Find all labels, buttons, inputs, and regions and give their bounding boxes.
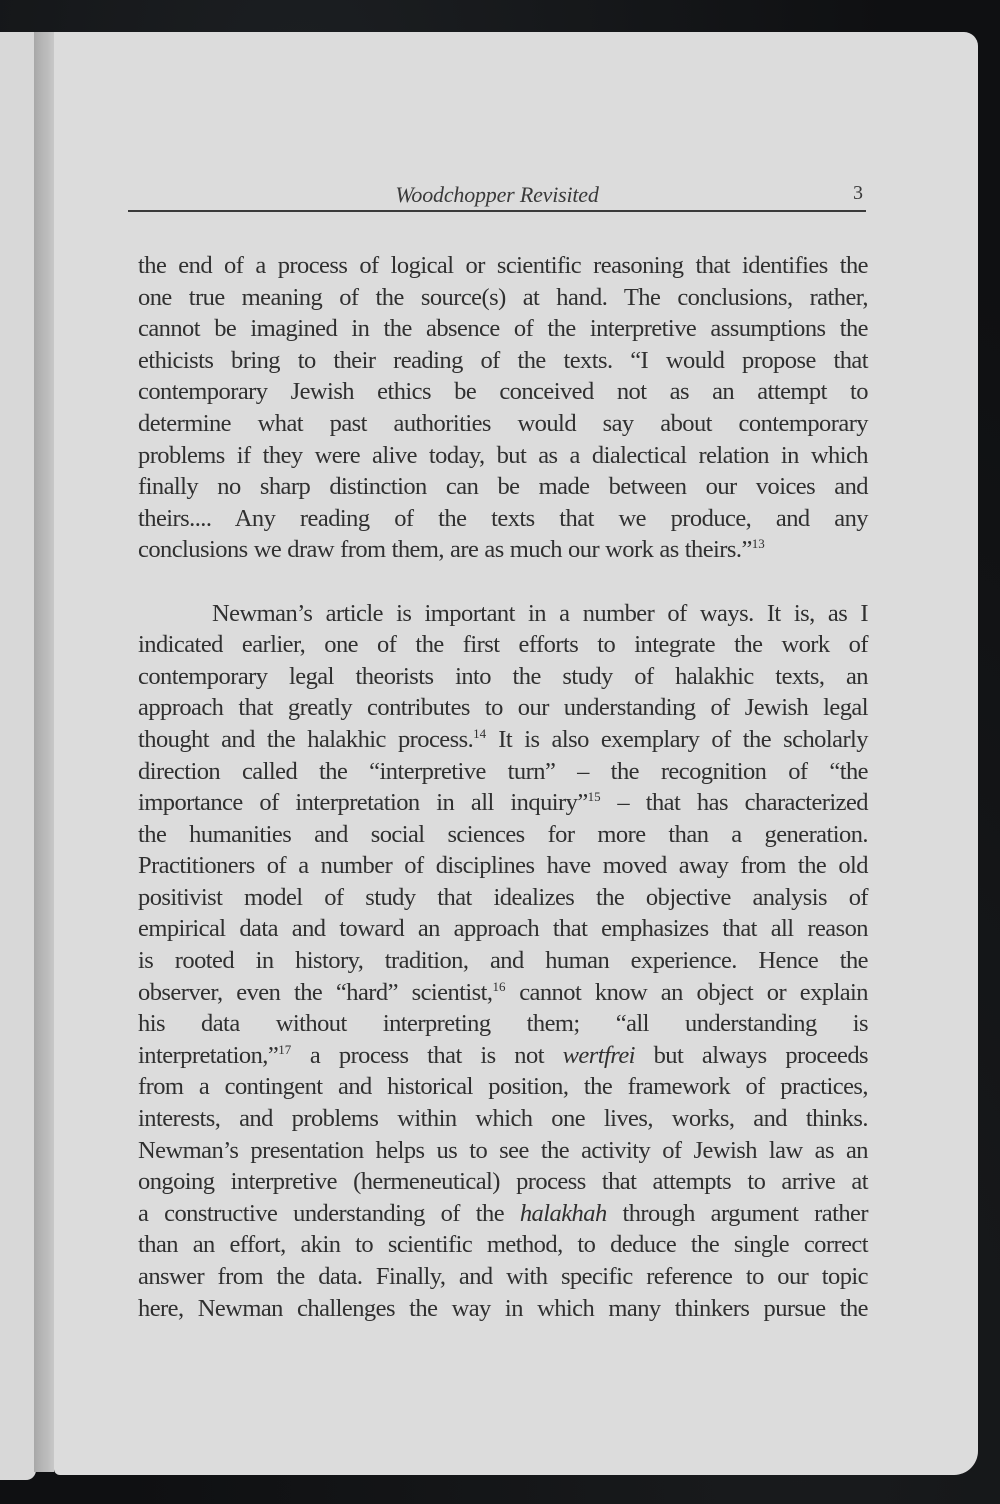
line-text: conclusions we draw from them, are as much our work as theirs.”: [138, 536, 752, 564]
text-line: finally no sharp distinction can be made between our voices and: [138, 473, 868, 501]
line-text: but always proceeds: [634, 1041, 869, 1069]
text-line: approach that greatly contributes to our understanding of Jewish legal: [138, 694, 868, 722]
text-line: here, Newman challenges the way in which many thinkers pursue the: [138, 1294, 868, 1322]
line-text: – that has characterized: [600, 789, 868, 817]
previous-page-edge: [0, 32, 36, 1480]
line-text: a process that is not: [291, 1041, 563, 1069]
line-text: cannot know an object or explain: [505, 978, 869, 1006]
text-line: the humanities and social sciences for more than a generation.: [138, 820, 868, 848]
line-text: thought and the halakhic process.: [138, 725, 474, 753]
text-line: [138, 1040, 868, 1072]
line-text: observer, even the “hard” scientist,: [138, 978, 493, 1006]
footnote-ref-17[interactable]: 17: [278, 1041, 292, 1057]
text-line: positivist model of study that idealizes the objective analysis of: [138, 883, 868, 911]
text-line: one true meaning of the source(s) at hand. The conclusions, rather,: [138, 283, 868, 311]
text-line: contemporary Jewish ethics be conceived not as an attempt to: [138, 378, 868, 406]
footnote-ref-14[interactable]: 14: [473, 725, 487, 741]
running-head: [128, 182, 866, 212]
text-line: his data without interpreting them; “all understanding is: [138, 1010, 868, 1038]
text-line: determine what past authorities would say about contemporary: [138, 409, 868, 437]
text-line: than an effort, akin to scientific method, to deduce the single correct: [138, 1231, 868, 1259]
text-line: interests, and problems within which one lives, works, and thinks.: [138, 1105, 868, 1133]
text-line: cannot be imagined in the absence of the interpretive assumptions the: [138, 315, 868, 343]
line-text: through argument rather: [606, 1199, 868, 1227]
text-line: [138, 724, 868, 756]
footnote-ref-15[interactable]: 15: [587, 789, 601, 805]
line-text: interpretation,”: [138, 1041, 279, 1069]
text-line: contemporary legal theorists into the study of halakhic texts, an: [138, 662, 868, 690]
footnote-ref-13[interactable]: 13: [751, 536, 765, 552]
text-line: answer from the data. Finally, and with specific reference to our topic: [138, 1263, 868, 1290]
line-text: a constructive understanding of the: [138, 1199, 520, 1227]
paragraph-2: [138, 598, 868, 1325]
text-line: [138, 534, 868, 566]
book-gutter: [34, 32, 54, 1472]
running-title: Woodchopper Revisited: [395, 182, 599, 207]
italic-term-wertfrei: wertfrei: [562, 1041, 635, 1069]
text-line: [138, 1198, 868, 1230]
line-text: importance of interpretation in all inquiry”: [138, 789, 588, 817]
text-line: ongoing interpretive (hermeneutical) process that attempts to arrive at: [138, 1168, 868, 1196]
text-line: problems if they were alive today, but as a dialectical relation in which: [138, 441, 868, 469]
line-text: It is also exemplary of the scholarly: [486, 725, 869, 753]
text-line: is rooted in history, tradition, and human experience. Hence the: [138, 947, 868, 975]
text-line: ethicists bring to their reading of the texts. “I would propose that: [138, 346, 868, 374]
text-line: Newman’s presentation helps us to see the activity of Jewish law as an: [138, 1136, 868, 1164]
text-line: empirical data and toward an approach that emphasizes that all reason: [138, 915, 868, 943]
paragraph-1: [138, 250, 868, 566]
text-line: [138, 787, 868, 819]
italic-term-halakhah: halakhah: [519, 1199, 607, 1227]
book-page: [54, 32, 978, 1475]
page-number: 3: [853, 182, 863, 204]
text-line: from a contingent and historical position, the framework of practices,: [138, 1073, 868, 1101]
body-text: [138, 250, 868, 1324]
text-line: Newman’s article is important in a number of ways. It is, as I: [212, 599, 868, 627]
text-line: Practitioners of a number of disciplines have moved away from the old: [138, 852, 868, 880]
text-line: direction called the “interpretive turn” – the recognition of “the: [138, 757, 868, 785]
text-line: indicated earlier, one of the first efforts to integrate the work of: [138, 631, 868, 659]
text-line: the end of a process of logical or scientific reasoning that identifies the: [138, 252, 868, 279]
text-line: [138, 977, 868, 1009]
footnote-ref-16[interactable]: 16: [492, 978, 506, 994]
paragraph-gap: [138, 566, 868, 598]
text-line: theirs.... Any reading of the texts that we produce, and any: [138, 504, 868, 532]
